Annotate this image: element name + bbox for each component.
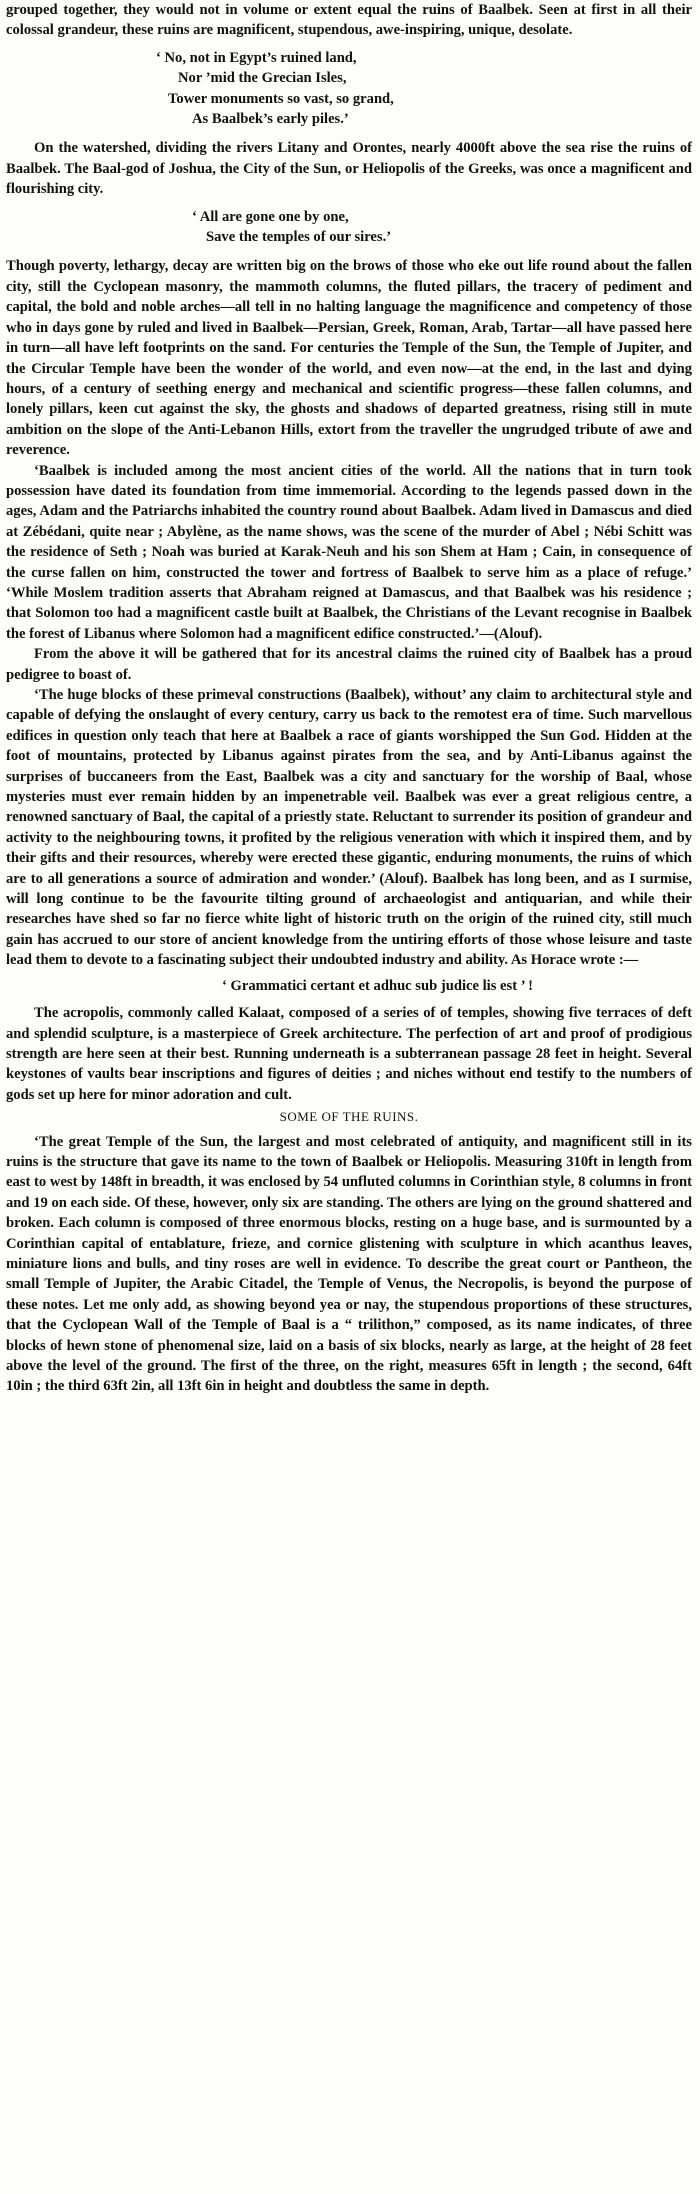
poem-line: ‘ No, not in Egypt’s ruined land,	[156, 49, 357, 66]
poem-sires	[6, 207, 692, 248]
paragraph-pedigree: From the above it will be gathered that for its ancestral claims the ruined city of Baalbek has a proud pedigree to boast of.	[6, 646, 692, 683]
poem-line: Save the temples of our sires.’	[206, 229, 392, 246]
paragraph-blocks: ‘The huge blocks of these primeval constructions (Baalbek), without’ any claim to architectural style and capable of defying the onslaught of every century, carry us back to the remotest era of time. Such marvellous edifices in question only teach that here at Baalbek a race of giants worshipped the Sun God. Hidden at the foot of mountains, protected by Libanus against pirates from the sea, and by Anti-Libanus against the surprises of buccaneers from the East, Baalbek was a city and sanctuary for the worship of Baal, whose mysteries must ever remain hidden by an impenetrable veil. Baalbek was ever a great religious centre, a renowned sanctuary of Baal, the capital of a priestly state. Reluctant to surrender its position of grandeur and activity to the neighbouring towns, it profited by the religious veneration with which it inspired them, and by their gifts and their resources, whereby were erected these gigantic, enduring monuments, the ruins of which are to all generations a source of admiration and wonder.’ (Alouf). Baalbek has long been, and as I surmise, will long continue to be the favourite tilting ground of archaeologist and antiquarian, and while their researches have shed so far no fierce white light of historic truth on the origin of the ruined city, still much gain has accrued to our store of ancient knowledge from the untiring efforts of those whose leisure and taste lead them to devote to a fascinating subject their undoubted industry and ability. As Horace wrote :—	[6, 687, 692, 969]
poem-egypt	[6, 48, 692, 130]
section-heading: SOME OF THE RUINS.	[279, 1109, 419, 1125]
paragraph-acropolis: The acropolis, commonly called Kalaat, composed of a series of of temples, showing five terraces of deft and splendid sculpture, is a masterpiece of Greek architecture. The perfection of art and proof of prodigious strength are here seen at their best. Running underneath is a subterranean passage 28 feet in height. Several keystones of vaults bear inscriptions and figures of deities ; and niches without end testify to the numbers of gods set up here for minor adoration and cult.	[6, 1005, 692, 1103]
paragraph-temple: ‘The great Temple of the Sun, the largest and most celebrated of antiquity, and magnificent still in its ruins is the structure that gave its name to the town of Baalbek or Heliopolis. Measuring 310ft in length from east to west by 148ft in breadth, it was enclosed by 54 unfluted columns in Corinthian style, 8 columns in front and 19 on each side. Of these, however, only six are standing. The others are lying on the ground shattered and broken. Each column is composed of three enormous blocks, resting on a huge base, and is surmounted by a Corinthian capital of entablature, frieze, and cornice glistening with sculpture in which acanthus leaves, miniature lions and bulls, and tiny roses are well in evidence. To describe the great court or Pantheon, the small Temple of Jupiter, the Arabic Citadel, the Temple of Venus, the Necropolis, is beyond the purpose of these notes. Let me only add, as showing beyond yea or nay, the stupendous proportions of these structures, that the Cyclopean Wall of the Temple of Baal is a “ trilithon,” composed, as its name indicates, of three blocks of hewn stone of phenomenal size, laid on a basis of six blocks, nearly as large, at the height of 28 feet above the level of the ground. The first of the three, on the right, measures 65ft in length ; the second, 64ft 10in ; the third 63ft 2in, all 13ft 6in in height and doubtless the same in depth.	[6, 1133, 692, 1395]
poem-line: Nor ’mid the Grecian Isles,	[178, 70, 347, 87]
paragraph-poverty: Though poverty, lethargy, decay are written big on the brows of those who eke out life round about the fallen city, still the Cyclopean masonry, the mammoth columns, the fluted pillars, the tracery of pediment and capital, the bold and noble arches—all tell in no halting language the magnificence and competency of those who in days gone by ruled and lived in Baalbek—Persian, Greek, Roman, Arab, Tartar—all have passed here in turn—all have left footprints on the sand. For centuries the Temple of the Sun, the Temple of Jupiter, and the Circular Temple have been the wonder of the world, and even now—at the end, in the last and dying hours, of a century of seething energy and mechanical and scientific progress—these fallen columns, and lonely pillars, keen cut against the sky, the ghosts and shadows of departed greatness, rising still in mute ambition on the slope of the Anti-Lebanon Hills, extort from the traveller the ungrudged tribute of awe and reverence.	[6, 258, 692, 459]
poem-line: ‘ All are gone one by one,	[192, 208, 349, 225]
paragraph-intro: grouped together, they would not in volume or extent equal the ruins of Baalbek. Seen at first in all their colossal grandeur, these ruins are magnificent, stupendous, awe-inspiring, unique, desolate.	[6, 2, 692, 39]
article-column	[6, 0, 692, 1397]
horace-quote: ‘ Grammatici certant et adhuc sub judice lis est ’ !	[222, 977, 534, 994]
poem-line: Tower monuments so vast, so grand,	[168, 90, 394, 107]
paragraph-watershed: On the watershed, dividing the rivers Litany and Orontes, nearly 4000ft above the sea rise the ruins of Baalbek. The Baal-god of Joshua, the City of the Sun, or Heliopolis of the Greeks, was once a magnificent and flourishing city.	[6, 140, 692, 198]
poem-line: As Baalbek’s early piles.’	[192, 111, 349, 128]
paragraph-included: ‘Baalbek is included among the most ancient cities of the world. All the nations that in turn took possession have dated its foundation from time immemorial. According to the legends passed down in the ages, Adam and the Patriarchs inhabited the country round about Baalbek. Adam lived in Damascus and died at Zébédani, quite near ; Abylène, as the name shows, was the scene of the murder of Abel ; Nébi Schitt was the residence of Seth ; Noah was buried at Karak-Neuh and his son Shem at Ham ; Cain, in consequence of the curse fallen on him, constructed the tower and fortress of Baalbek to serve him as a place of refuge.’ ‘While Moslem tradition asserts that Abraham reigned at Damascus, and that Baalbek was his residence ; that Solomon too had a magnificent castle built at Baalbek, the Christians of the Levant recognise in Baalbek the forest of Libanus where Solomon had a magnificent edifice constructed.’—(Alouf).	[6, 462, 692, 642]
